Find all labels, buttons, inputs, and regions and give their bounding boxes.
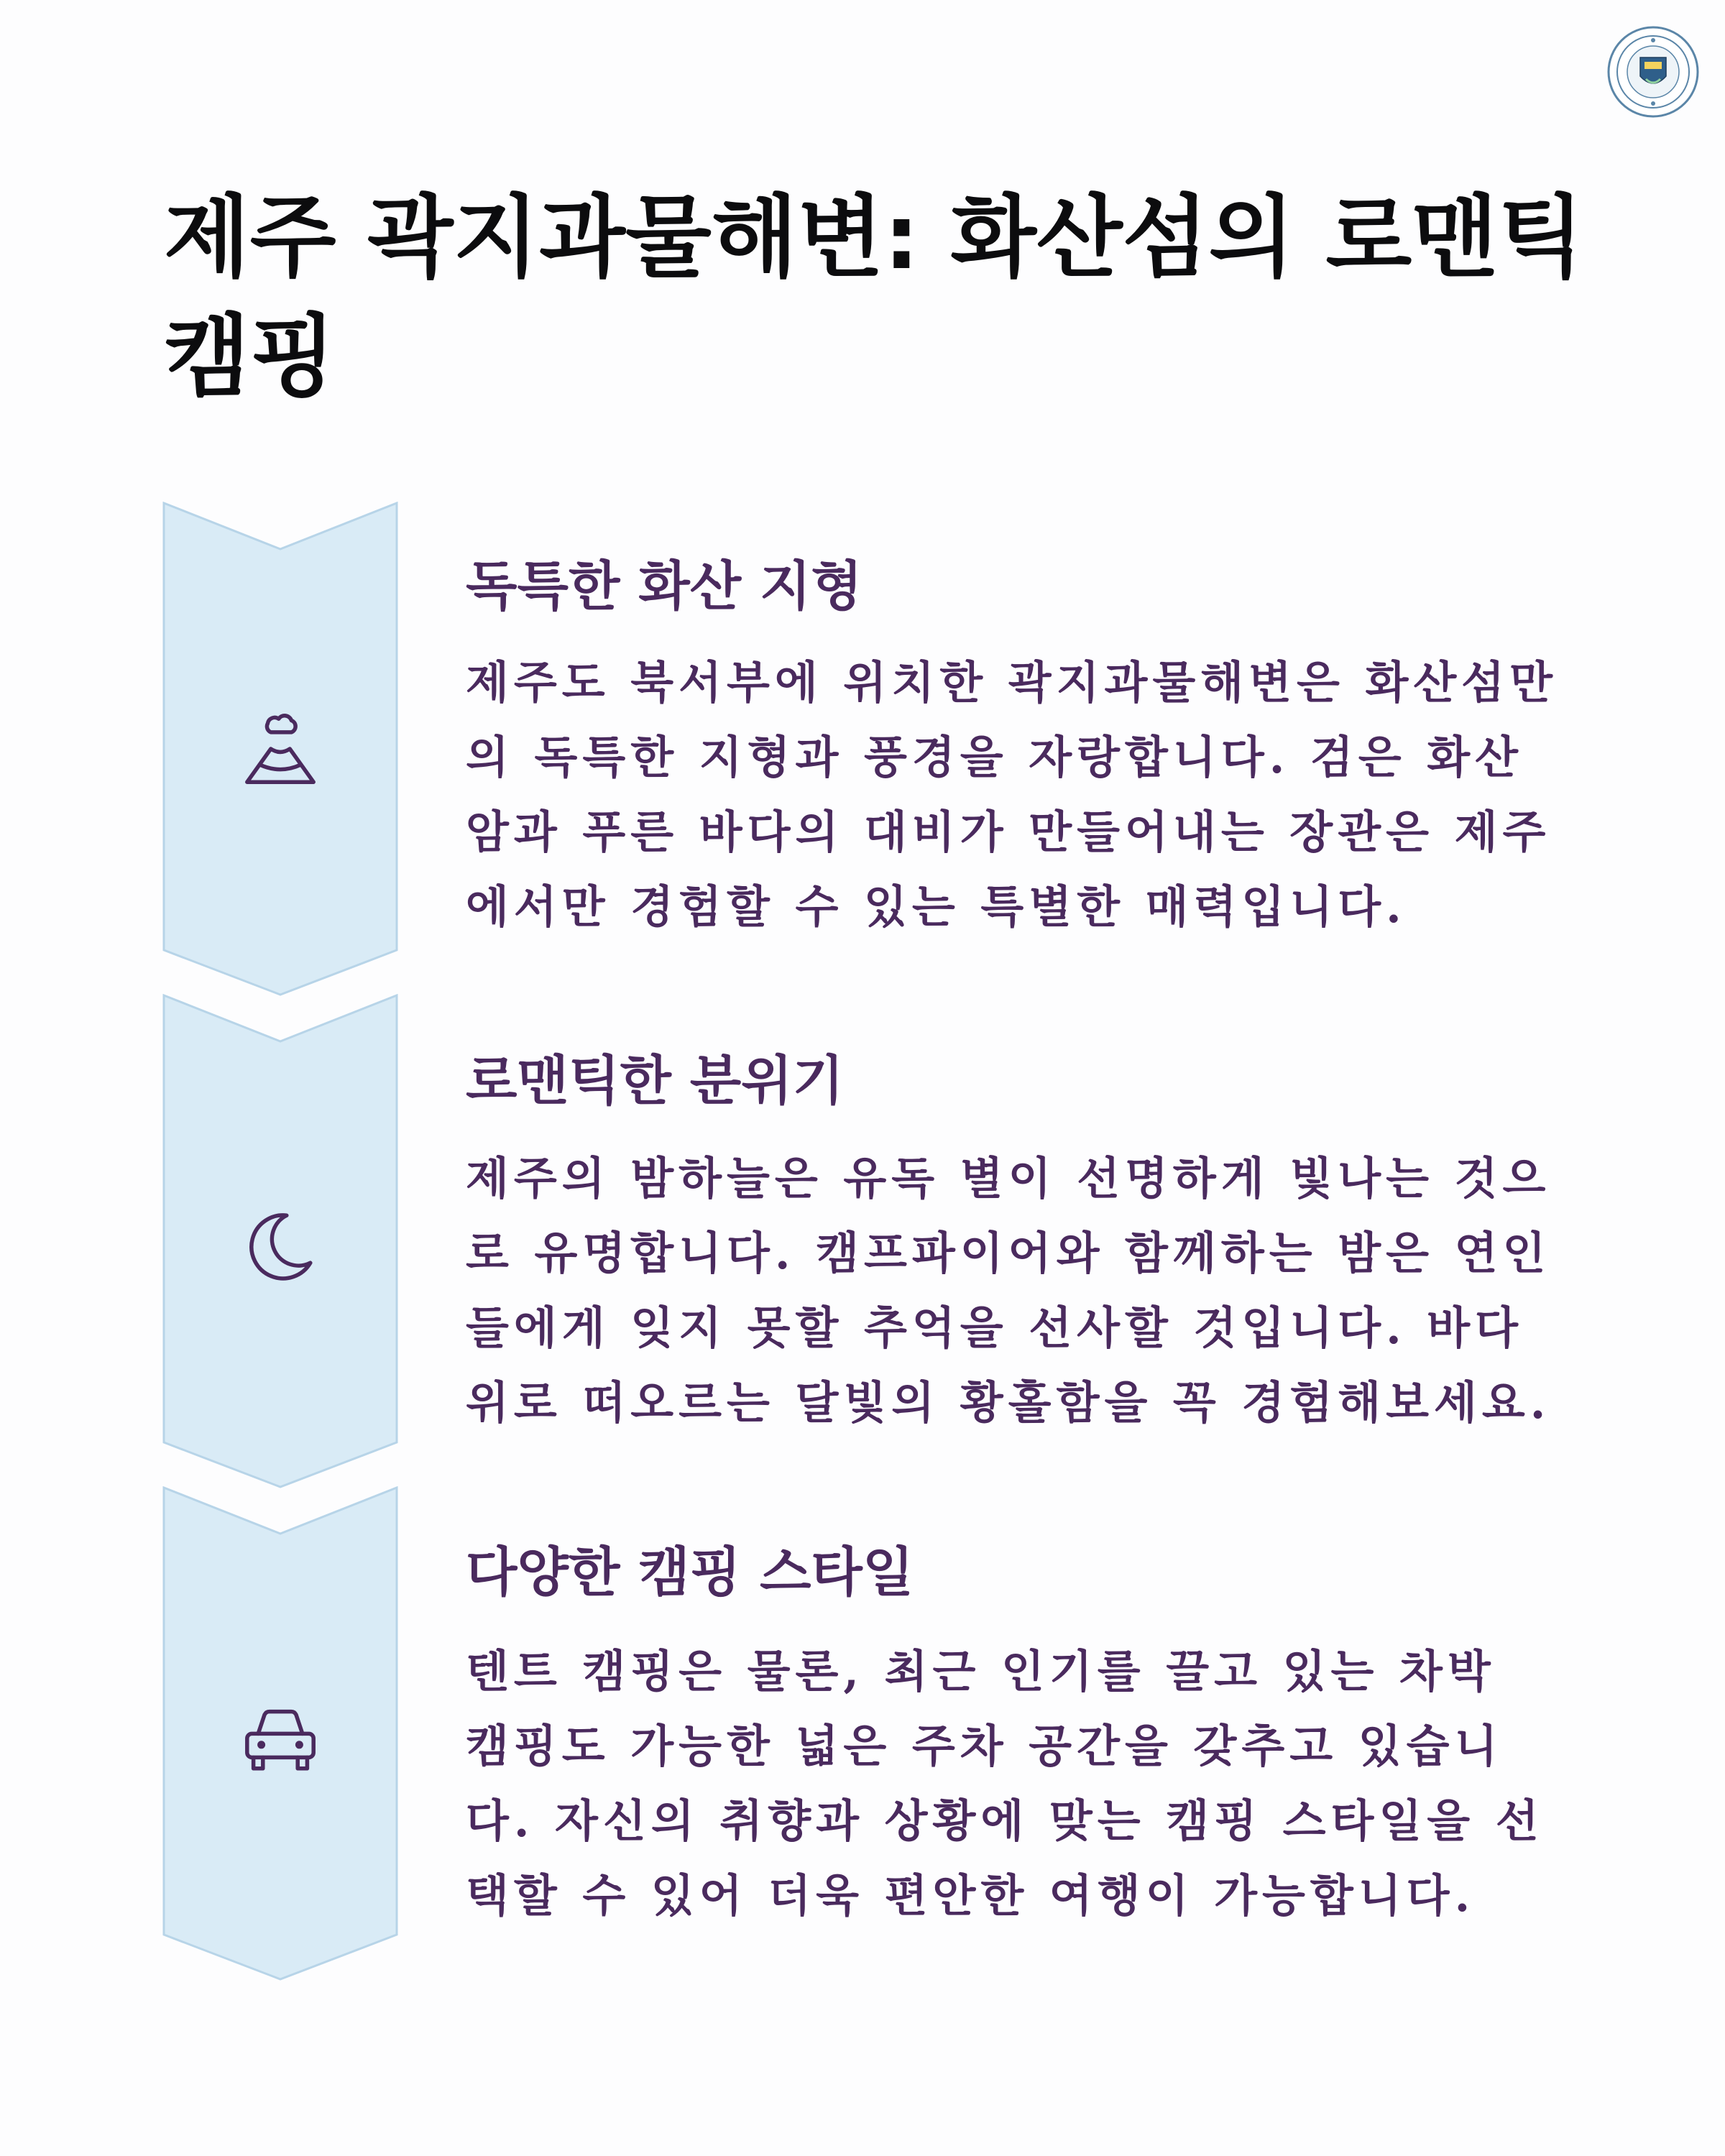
step-1-body: 제주도 북서부에 위치한 곽지과물해변은 화산섬만의 독특한 지형과 풍경을 자랑합니다. 검은 화산암과 푸른 바다의 대비가 만들어내는 장관은 제주에서만 경험할 수 있는 특별한 매력입니다. (466, 656, 1558, 933)
page-title: 제주 곽지과물해변: 화산섬의 로맨틱 캠핑 (164, 186, 1584, 409)
volcano-icon (241, 709, 320, 788)
step-2-heading: 로맨틱한 분위기 (466, 1050, 845, 1112)
step-3-body: 텐트 캠핑은 물론, 최근 인기를 끌고 있는 차박 캠핑도 가능한 넓은 주차 공간을 갖추고 있습니다. 자신의 취향과 상황에 맞는 캠핑 스타일을 선택할 수 있어 더욱 편안한 여행이 가능합니다. (466, 1645, 1544, 1922)
moon-icon (241, 1206, 320, 1285)
step-2-body: 제주의 밤하늘은 유독 별이 선명하게 빛나는 것으로 유명합니다. 캠프파이어와 함께하는 밤은 연인들에게 잊지 못할 추억을 선사할 것입니다. 바다 위로 떠오르는 달빛의 황홀함을 꼭 경험해보세요. (466, 1152, 1551, 1429)
school-logo (1607, 26, 1699, 118)
step-3-heading: 다양한 캠핑 스타일 (466, 1542, 914, 1603)
car-icon (241, 1699, 320, 1778)
step-1-heading: 독특한 화산 지형 (466, 556, 862, 617)
